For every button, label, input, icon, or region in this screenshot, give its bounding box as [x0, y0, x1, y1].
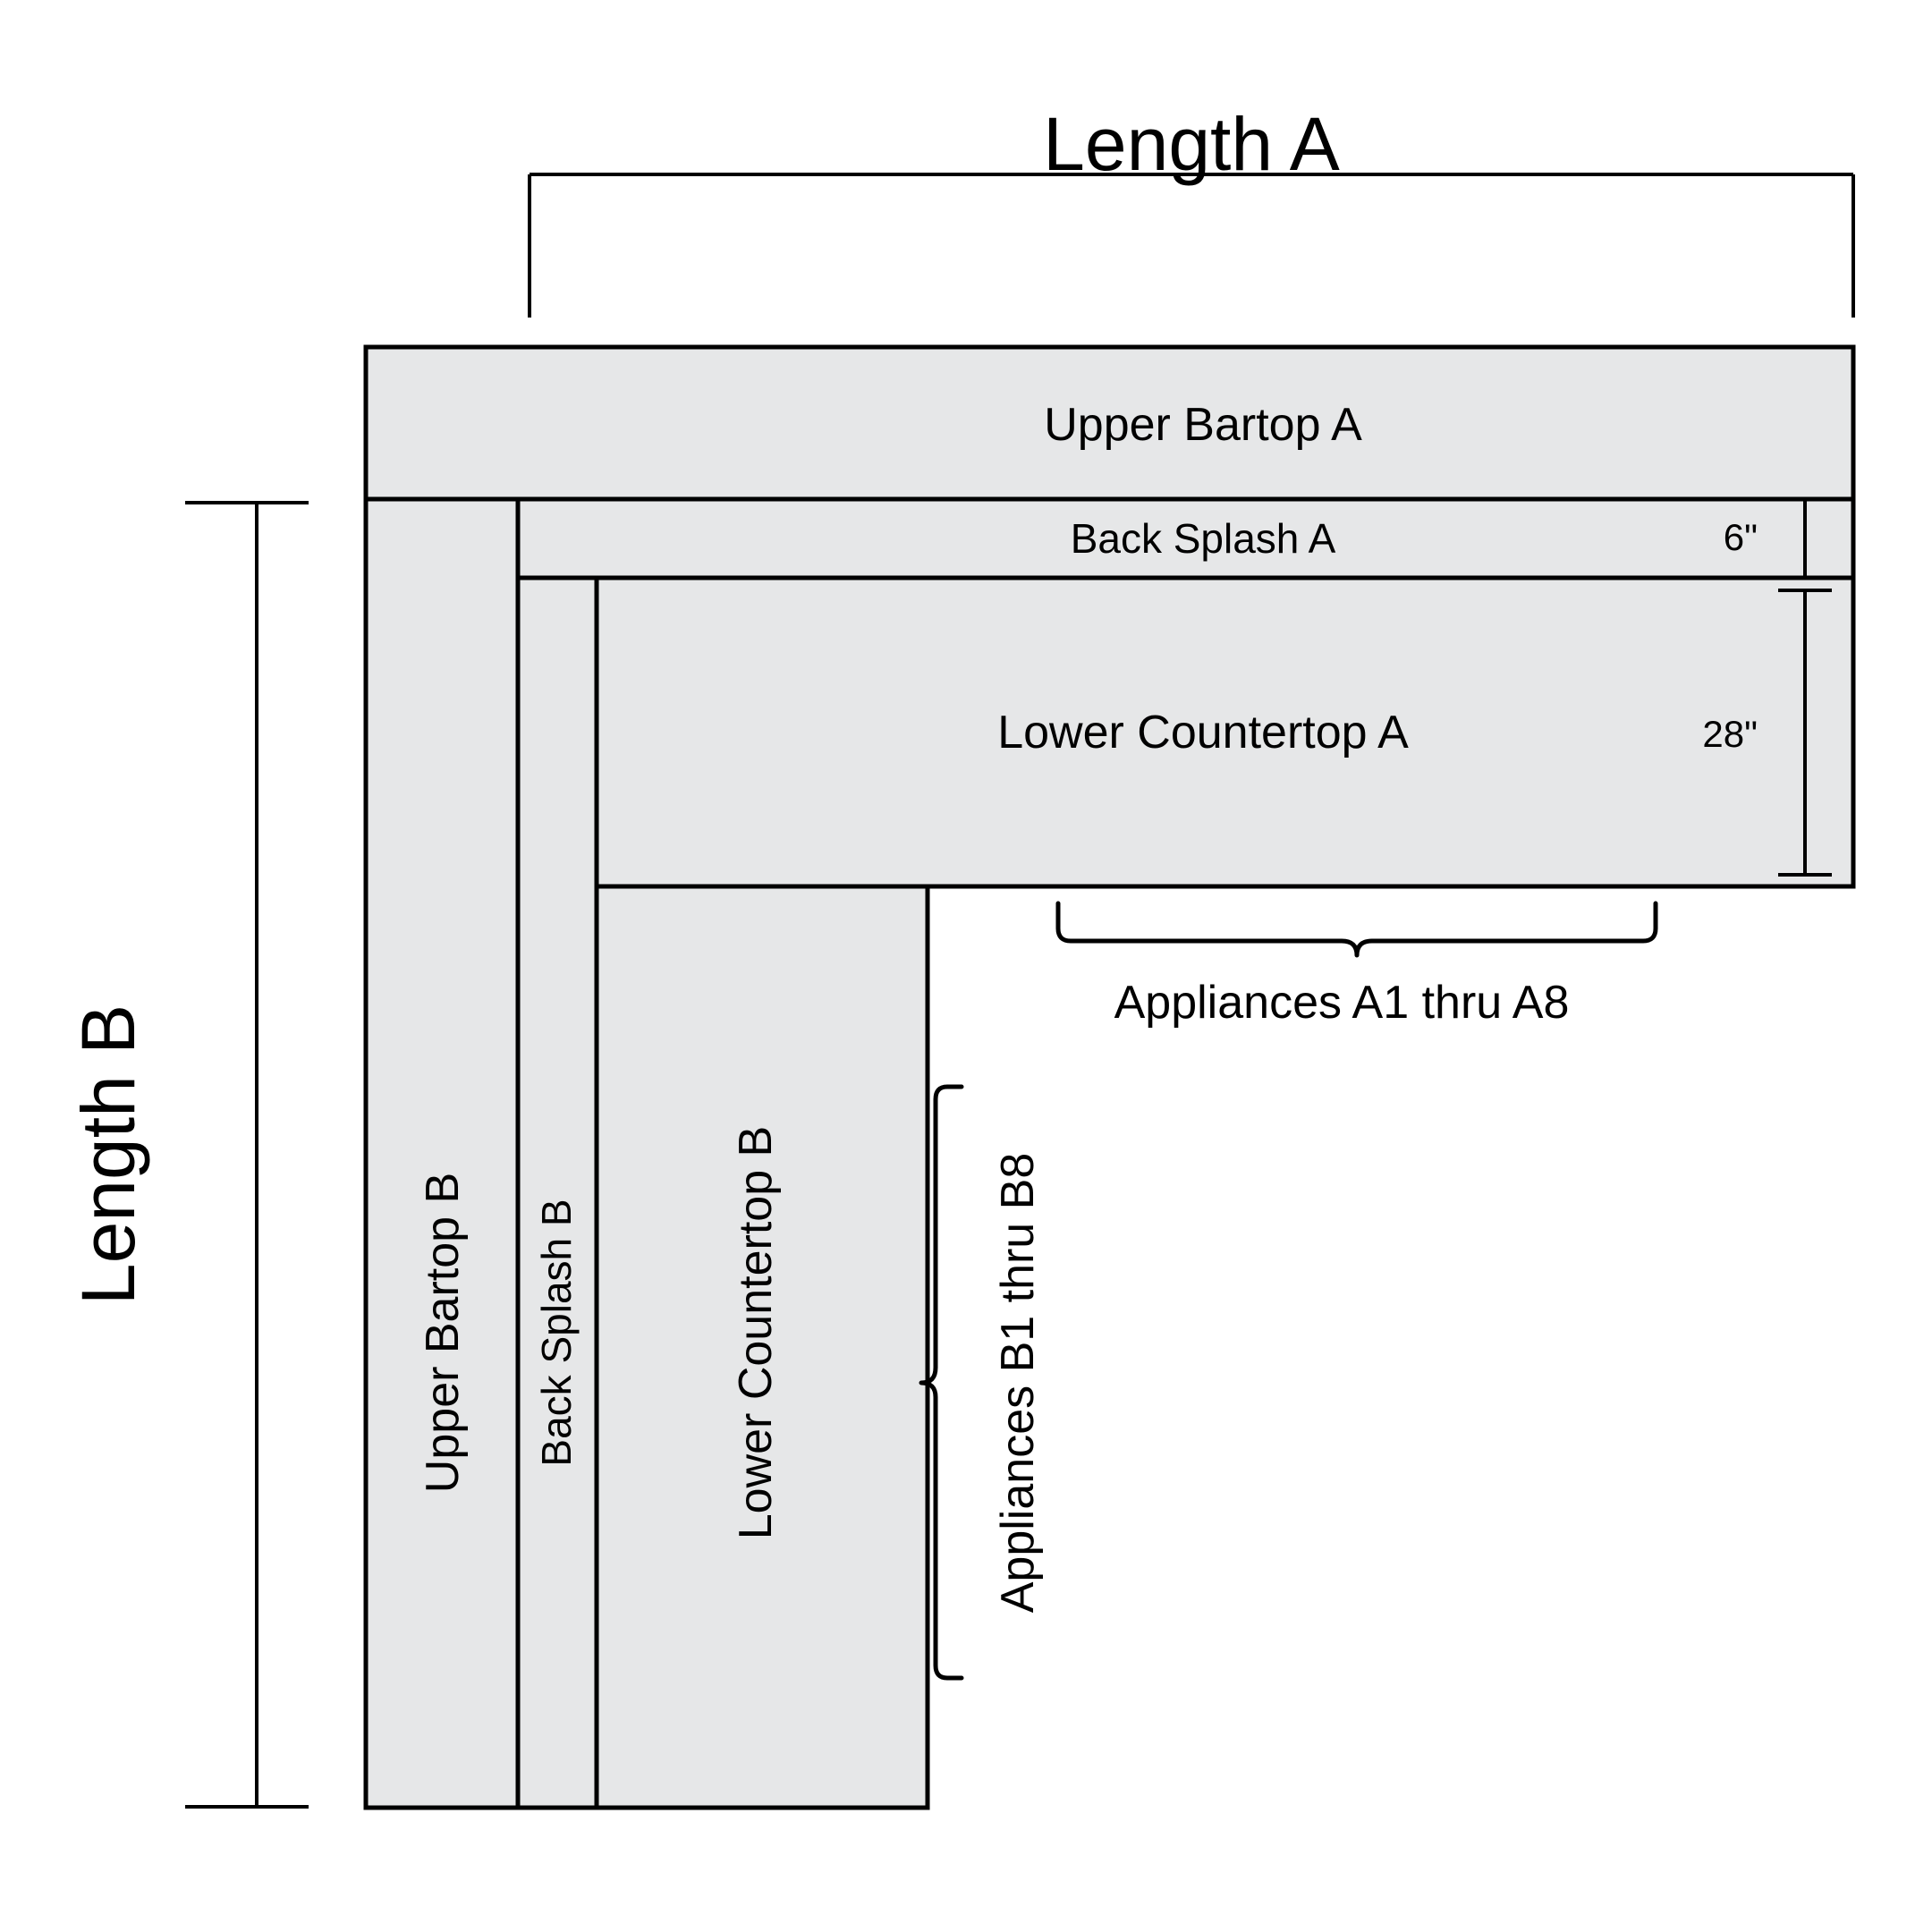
label-back-splash-a: Back Splash A: [1070, 515, 1336, 562]
length-b-dimension: [185, 503, 309, 1807]
panel-back-splash-b: [518, 578, 597, 1808]
label-lower-countertop-b: Lower Countertop B: [730, 1125, 782, 1540]
label-appliances-b: Appliances B1 thru B8: [992, 1152, 1044, 1614]
length-a-dimension: [530, 174, 1853, 318]
length-a-title: Length A: [1043, 102, 1340, 186]
label-lower-countertop-a: Lower Countertop A: [997, 707, 1409, 758]
length-b-title: Length B: [66, 1004, 150, 1306]
dimension-28in: 28": [1702, 713, 1758, 755]
label-upper-bartop-b: Upper Bartop B: [417, 1172, 469, 1494]
label-appliances-a: Appliances A1 thru A8: [1114, 977, 1570, 1029]
dimension-6in: 6": [1723, 516, 1758, 558]
label-back-splash-b: Back Splash B: [533, 1199, 580, 1467]
panel-upper-bartop-b: [366, 499, 518, 1808]
label-upper-bartop-a: Upper Bartop A: [1044, 399, 1362, 451]
appliances-a-brace: [1058, 903, 1656, 955]
